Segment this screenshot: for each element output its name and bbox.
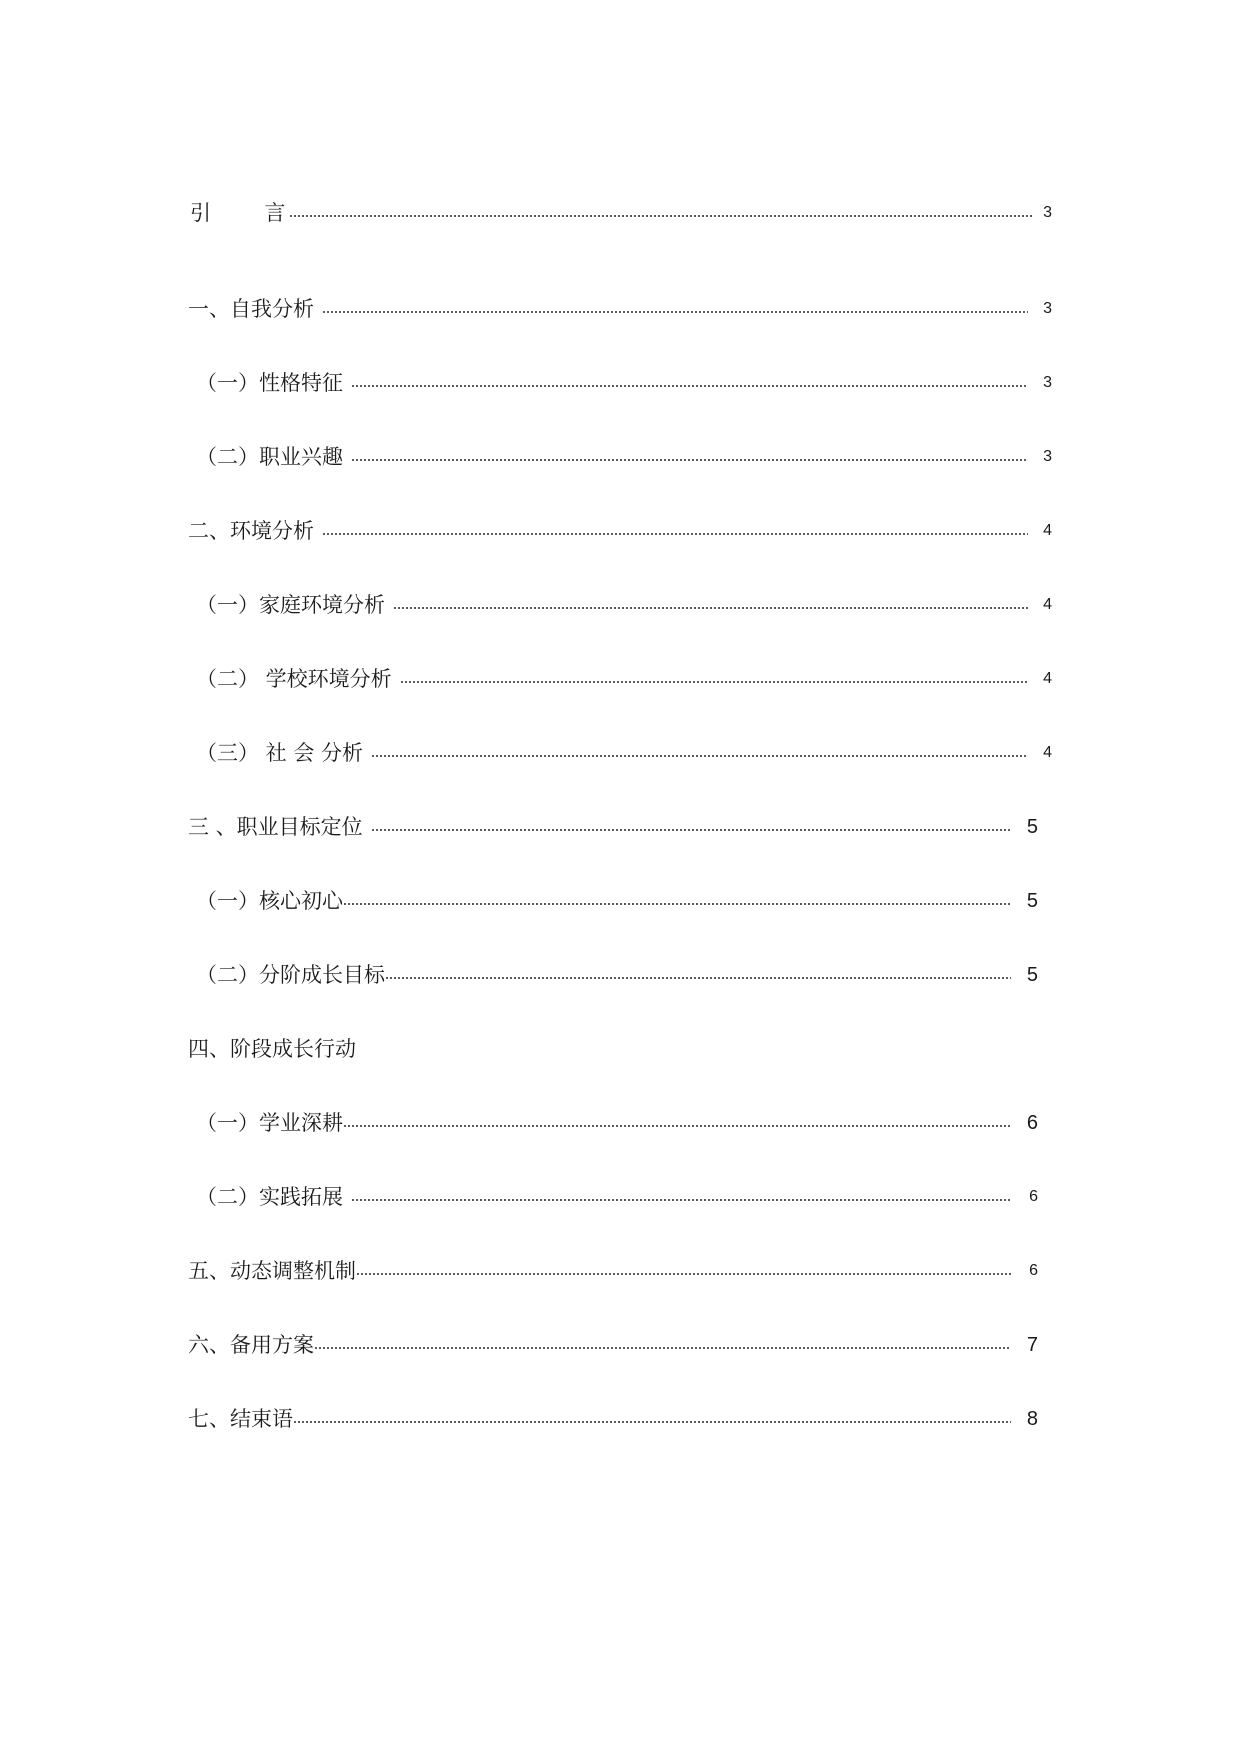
dot-leader	[289, 215, 1034, 217]
toc-entry-title: （二）分阶成长目标	[196, 963, 385, 987]
dot-leader	[400, 681, 1028, 683]
toc-entry-career-interest[interactable]	[196, 440, 1052, 474]
toc-entry-career-goal[interactable]	[188, 810, 1038, 844]
toc-page-number: 4	[1043, 522, 1052, 539]
toc-page-number: 6	[1029, 1262, 1038, 1279]
toc-entry-conclusion[interactable]	[188, 1402, 1038, 1436]
dot-leader	[371, 755, 1028, 757]
toc-entry-title: 五、动态调整机制	[188, 1259, 356, 1283]
toc-page-number: 5	[1026, 964, 1038, 986]
toc-page-number: 8	[1026, 1408, 1038, 1430]
toc-page-number: 4	[1043, 596, 1052, 613]
dot-leader	[371, 829, 1011, 831]
dot-leader	[314, 1347, 1011, 1349]
toc-entry-family-environment[interactable]	[196, 588, 1052, 622]
toc-entry-self-analysis[interactable]	[188, 292, 1052, 326]
toc-page-number: 3	[1043, 374, 1052, 391]
toc-entry-title: （二） 学校环境分析	[196, 667, 392, 691]
toc-page-number: 3	[1043, 448, 1052, 465]
dot-leader	[343, 1125, 1011, 1127]
toc-entry-title: 引 言	[190, 201, 286, 225]
toc-entry-academic[interactable]	[196, 1106, 1038, 1140]
toc-page-number: 3	[1043, 204, 1052, 221]
toc-entry-title: 一、自我分析	[188, 297, 314, 321]
toc-entry-practice[interactable]	[196, 1180, 1038, 1214]
toc-page-number: 7	[1026, 1334, 1038, 1356]
toc-entry-social-analysis[interactable]	[196, 736, 1052, 770]
dot-leader	[393, 607, 1028, 609]
dot-leader	[293, 1421, 1011, 1423]
toc-entry-title: 七、结束语	[188, 1407, 293, 1431]
toc-page-number: 5	[1026, 816, 1038, 838]
toc-entry-title: （二）实践拓展	[196, 1185, 343, 1209]
toc-entry-title: （一）性格特征	[196, 371, 343, 395]
dot-leader	[351, 459, 1028, 461]
toc-entry-core-aspiration[interactable]	[196, 884, 1038, 918]
toc-page-number: 3	[1043, 300, 1052, 317]
toc-entry-title: 二、环境分析	[188, 519, 314, 543]
toc-entry-title: 四、阶段成长行动	[188, 1037, 356, 1061]
toc-entry-personality[interactable]	[196, 366, 1052, 400]
toc-entry-school-environment[interactable]	[196, 662, 1052, 696]
toc-entry-introduction[interactable]	[190, 196, 1052, 230]
toc-page-number: 6	[1026, 1112, 1038, 1134]
toc-entry-title: （一）核心初心	[196, 889, 343, 913]
dot-leader	[322, 311, 1028, 313]
dot-leader	[351, 1199, 1012, 1201]
toc-page-number: 4	[1043, 744, 1052, 761]
dot-leader	[322, 533, 1028, 535]
dot-leader	[385, 977, 1011, 979]
dot-leader	[351, 385, 1028, 387]
toc-entry-backup-plan[interactable]	[188, 1328, 1038, 1362]
dot-leader	[356, 1273, 1012, 1275]
dot-leader	[343, 903, 1011, 905]
toc-entry-environment-analysis[interactable]	[188, 514, 1052, 548]
toc-entry-title: （二）职业兴趣	[196, 445, 343, 469]
toc-entry-title: 三 、职业目标定位	[188, 815, 363, 839]
toc-entry-staged-goals[interactable]	[196, 958, 1038, 992]
toc-entry-stage-actions[interactable]	[188, 1032, 588, 1066]
toc-page-number: 4	[1043, 670, 1052, 687]
toc-entry-title: 六、备用方案	[188, 1333, 314, 1357]
toc-page-number: 6	[1029, 1188, 1038, 1205]
toc-entry-adjustment[interactable]	[188, 1254, 1038, 1288]
toc-entry-title: （三） 社 会 分析	[196, 741, 364, 765]
toc-entry-title: （一）学业深耕	[196, 1111, 343, 1135]
toc-page-number: 5	[1026, 890, 1038, 912]
toc-entry-title: （一）家庭环境分析	[196, 593, 385, 617]
